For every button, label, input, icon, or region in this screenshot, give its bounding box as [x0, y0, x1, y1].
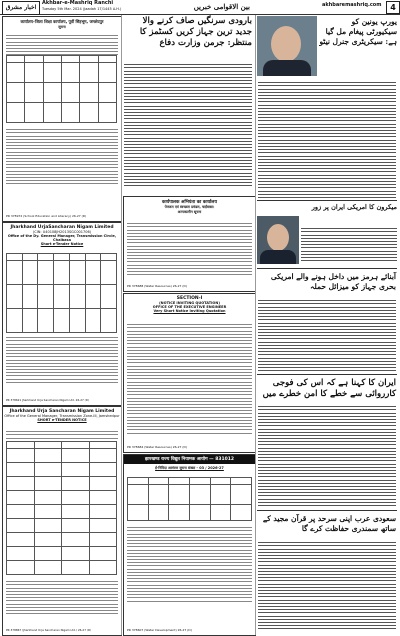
- divider: [257, 200, 397, 201]
- notice-quotation-section: [123, 293, 256, 453]
- mid-notice-heading: अल्पकालीन सूचना: [177, 210, 202, 214]
- divider: [257, 374, 397, 375]
- section-office: OFFICE OF THE EXECUTIVE ENGINEER: [152, 305, 227, 309]
- notice3-title: Jharkhand Urja Sancharan Nigam Limited: [9, 409, 115, 414]
- paper-name: Akhbar-e-Mashriq Ranchi: [42, 0, 114, 6]
- section-title: بین الاقوامی خبریں: [193, 2, 250, 11]
- date-line: Tuesday 5th Mar. 2024 (Jaadah 17/1445 A.H.): [42, 7, 122, 11]
- headline-germany: بارودی سرنگیں صاف کرنے والا جدید ترین جہاز کریں کسٹمز کا منتظر: جرمن وزارت دفاع: [139, 16, 252, 48]
- portrait-face: [267, 224, 289, 251]
- portrait-face: [271, 26, 301, 62]
- page-number: 4: [386, 1, 400, 14]
- notice-executive-engineer-chaibasa: [123, 196, 256, 292]
- bottom-title-bar: झारखण्ड राज्य विद्युत नियामक आयोग — 831012: [124, 455, 255, 464]
- notice-education-office: [2, 16, 122, 222]
- notice2-title: Jharkhand UrjaSancharan Nigam Limited: [10, 225, 114, 230]
- mid-notice-subtitle: पेयजल एवं स्वच्छता प्रमंडल, चाईबासा।: [164, 205, 215, 209]
- section-title: (NOTICE INVITING QUOTATION): [159, 301, 220, 305]
- mid-notice-title: कार्यपालक अभियंता का कार्यालय: [162, 200, 217, 205]
- notice2-footer: PR 378621 Jharkhand Urja Sancharan Nigam Ltd. 26-27 (D): [6, 398, 90, 403]
- masthead: [0, 0, 400, 15]
- article-iran-body: [258, 404, 396, 508]
- notice3-heading: SHORT e-TENDER NOTICE: [37, 418, 87, 422]
- notice-jusnl-chaibasa: [2, 222, 122, 406]
- column-rule: [255, 15, 256, 635]
- bottom-footer: PR 378607 (Water Development) 26-27 (D): [127, 628, 192, 633]
- article-body: [124, 62, 252, 189]
- headline-nato: یورپ یونین کو سیکیورٹی پیغام مل گیا ہے: سیکریٹری جنرل نیٹو: [319, 17, 397, 46]
- section-footer: PR 378684 (Water Resources) 26-27 (D): [127, 445, 188, 450]
- notice2-office: Office of the Dy. General Manager, Transmission Circle, Chaibasa: [7, 234, 117, 242]
- notice2-table: [6, 253, 117, 333]
- divider: [257, 268, 397, 269]
- article-macron-body: [301, 226, 397, 263]
- newspaper-logo: اخبار مشرق: [2, 1, 40, 15]
- portrait-suit: [263, 60, 311, 76]
- website-link[interactable]: akhbaremashriq.com: [322, 2, 382, 8]
- notice2-cin: (CIN: U40108JH2013SGC001706): [32, 230, 92, 234]
- notice3-table: [6, 441, 117, 575]
- notice-subtitle: सूचना: [58, 25, 66, 29]
- photo-macron: [257, 216, 299, 264]
- headline-saudi: سعودی عرب اپنی سرحد پر قرآن مجید کے ساتھ سمندری حفاظت کرے گا: [262, 514, 396, 533]
- divider: [257, 510, 397, 511]
- article-nato-body: [258, 80, 396, 203]
- bottom-heading: ई-निविदा आमंत्रण सूचना संख्या - 03 / 2026-27: [155, 466, 224, 470]
- mid-notice-footer: PR 378688 (Water Resources) 26-27 (D): [127, 284, 188, 289]
- bottom-table: [127, 477, 252, 521]
- section-label: SECTION-I: [176, 296, 203, 301]
- column-rule: [121, 15, 122, 635]
- headline-iran: ایران کا کہنا ہے کہ اس کی فوجی کارروائی سے خطے کا امن خطرے میں: [262, 378, 396, 399]
- article-hormuz-body: [258, 298, 396, 374]
- section-heading: Very Short Notice Inviting Quotation: [153, 309, 226, 313]
- notice2-heading: Short e-Tender Notice: [40, 242, 84, 246]
- article-saudi-body: [258, 540, 396, 631]
- notice-regulatory-commission: [123, 454, 256, 636]
- headline-hormuz: آبنائے ہرمز میں داخل ہونے والے امریکی بحری جہاز کو میزائل حملہ: [270, 272, 396, 291]
- notice-footer: PR 378972 (School Education and Literacy) 26-27 (D): [6, 214, 87, 219]
- headline-macron: میکرون کا امریکی ایران پر زور: [311, 203, 397, 211]
- portrait-suit: [260, 250, 296, 264]
- notice3-footer: PR 378867 (Jharkhand Urja Sancharan Nigam Ltd.) 26-27 (D): [6, 628, 92, 633]
- notice-jusnl-jamshedpur: [2, 406, 122, 636]
- notice-table: [6, 55, 117, 123]
- photo-nato-chief: [257, 16, 317, 76]
- notice3-office: Office of the General Manager, Transmission Zone-III, Jamshedpur: [4, 414, 120, 418]
- notice-title: कार्यालय–जिला शिक्षा कार्यालय, पूर्वी सिंहभूम, जमशेदपुर: [20, 19, 104, 24]
